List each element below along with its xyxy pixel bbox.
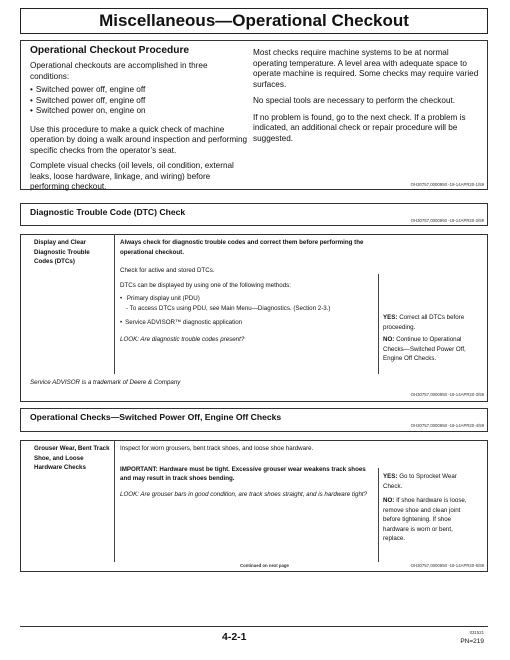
step-label: Grouser Wear, Bent Track Shoe, and Loose Hardware Checks: [34, 445, 110, 471]
section-heading: Operational Checks—Switched Power Off, Engine Off Checks: [30, 412, 282, 422]
paragraph: Use this procedure to make a quick check of machine operation by doing a walk around inspection and performing specific checks from the operator’s seat.: [30, 124, 248, 155]
instruction: Inspect for worn grousers, bent track shoes, and loose shoe hardware.: [120, 445, 314, 452]
methods-list: [120, 294, 376, 328]
section-heading: Diagnostic Trouble Code (DTC) Check: [30, 207, 186, 217]
list-item: • Switched power off, engine off: [30, 96, 248, 107]
look-question: LOOK: Are grouser bars in good condition, are track shoes straight, and is hardware tight?: [120, 490, 368, 498]
list-item: • Switched power on, engine on: [30, 106, 248, 117]
continued-note: Continued on next page: [240, 563, 289, 568]
yes-label: YES:: [383, 473, 398, 480]
reference-code: OH30757,0000950 -19-14APR20-1/59: [410, 182, 484, 187]
reference-code: OH30757,0000950 -19-14APR20-2/59: [410, 218, 484, 223]
footer-rule: [20, 626, 488, 627]
section1-right-column: [253, 48, 481, 144]
column-divider: [114, 440, 115, 562]
no-text: Continue to Operational Checks—Switched Power Off, Engine Off Checks.: [383, 336, 466, 362]
footer-pn: PN=219: [460, 638, 484, 645]
paragraph: If no problem is found, go to the next check. If a problem is indicated, an additional check or repair procedure will be suggested.: [253, 112, 466, 143]
section1-left-column: [30, 61, 248, 193]
no-label: NO:: [383, 497, 395, 504]
page-number: 4-2-1: [222, 631, 247, 643]
list-item: • Switched power off, engine off: [30, 85, 248, 96]
method-text: Primary display unit (PDU): [126, 295, 200, 302]
yes-result: [383, 472, 473, 491]
yes-text: Go to Sprocket Wear Check.: [383, 473, 457, 490]
step-body: [120, 444, 376, 499]
yes-result: [383, 313, 481, 332]
reference-code: OH30757,0000950 -19-14APR20-3/59: [410, 392, 484, 397]
method-sub: - To access DTCs using PDU, see Main Menu—Diagnostics. (Section 2-3.): [126, 304, 331, 312]
list-item: [120, 294, 376, 313]
instruction: Always check for diagnostic trouble codes and correct them before performing the operational checkout.: [120, 239, 364, 256]
yes-text: Correct all DTCs before proceeding.: [383, 314, 465, 331]
paragraph: Most checks require machine systems to be at normal operating temperature. A level area with adequate space to operate machine is required. Some checks may require varied surfaces.: [253, 48, 479, 89]
section-heading: Operational Checkout Procedure: [30, 45, 190, 56]
paragraph: No special tools are necessary to perform the checkout.: [253, 96, 456, 105]
no-result: [383, 335, 473, 364]
column-divider: [378, 468, 379, 562]
column-divider: [378, 274, 379, 374]
trademark-note: Service ADVISOR is a trademark of Deere & Company: [30, 379, 181, 386]
reference-code: OH30757,0000950 -19-14APR20-4/59: [410, 423, 484, 428]
list-item: • Service ADVISOR™ diagnostic application: [120, 318, 376, 328]
page-title: Miscellaneous—Operational Checkout: [20, 8, 488, 34]
yes-label: YES:: [383, 314, 398, 321]
no-text: If shoe hardware is loose, remove shoe and clean joint before tightening. If shoe hardware is worn or bent, replace.: [383, 497, 467, 542]
step-body: [120, 238, 376, 344]
intro-text: Operational checkouts are accomplished in three conditions:: [30, 61, 208, 81]
no-label: NO:: [383, 336, 395, 343]
paragraph: DTCs can be displayed by using one of the following methods:: [120, 281, 291, 289]
paragraph: Check for active and stored DTCs.: [120, 267, 215, 274]
no-result: [383, 496, 473, 544]
important-note: IMPORTANT: Hardware must be tight. Excessive grouser wear weakens track shoes and may result in track shoes bending.: [120, 465, 366, 482]
reference-code: OH30757,0000950 -19-14APR20-5/59: [410, 563, 484, 568]
footer-code: 031521: [469, 630, 484, 635]
paragraph: Complete visual checks (oil levels, oil condition, external leaks, loose hardware, linkage, and wiring) before performing checkout.: [30, 161, 234, 191]
conditions-list: [30, 85, 248, 117]
step-label: Display and Clear Diagnostic Trouble Codes (DTCs): [34, 239, 90, 265]
look-question: LOOK: Are diagnostic trouble codes present?: [120, 335, 245, 343]
column-divider: [114, 234, 115, 374]
